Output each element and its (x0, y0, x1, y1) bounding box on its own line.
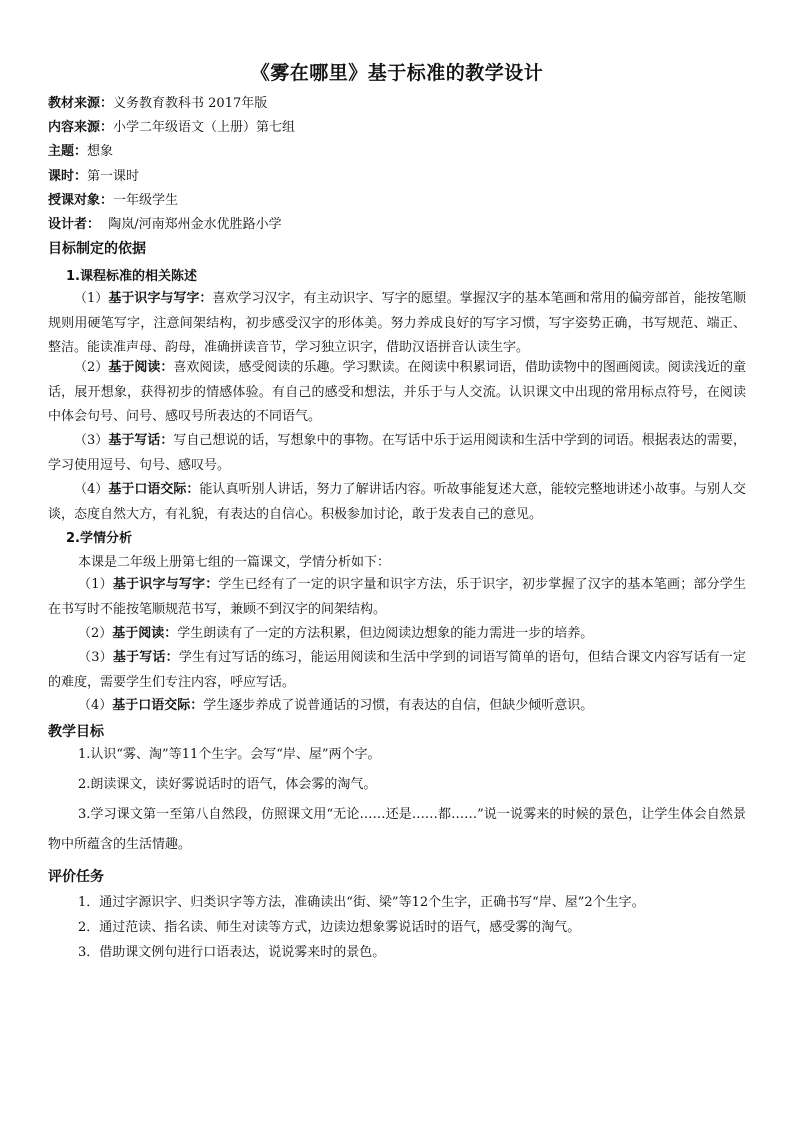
meta-info (48, 92, 748, 237)
item-number: （2） (78, 626, 113, 641)
meta-label: 内容来源： (48, 120, 114, 136)
item-text: 学生朗读有了一定的方法积累，但边阅读边想象的能力需进一步的培养。 (177, 626, 594, 641)
item-number: （4） (74, 482, 109, 497)
standard-item (48, 478, 746, 527)
task-item: 2．通过范读、指名读、师生对读等方式，边读边想象雾说话时的语气，感受雾的淘气。 (78, 920, 581, 935)
section-heading-tasks: 评价任务 (48, 869, 104, 885)
analysis-intro: 本课是二年级上册第七组的一篇课文，学情分析如下： (78, 555, 391, 570)
meta-value: 一年级学生 (113, 192, 179, 208)
meta-value: 想象 (87, 144, 114, 160)
meta-label: 设计者： (48, 216, 101, 232)
item-keyword: 基于写话： (112, 650, 179, 665)
meta-value: 小学二年级语文（上册）第七组 (113, 120, 296, 136)
item-text: 喜欢阅读，感受阅读的乐趣。学习默读。在阅读中积累词语，借助读物中的图画阅读。阅读浅近的童话，展开想象，获得初步的情感体验。有自己的感受和想法，并乐于与人交流。认识课文中出现的常用标点符号，在阅读中体会句号、问号、感叹号所表达的不同语气。 (48, 360, 746, 424)
item-text: 写自己想说的话，写想象中的事物。在写话中乐于运用阅读和生活中学到的词语。根据表达的需要，学习使用逗号、句号、感叹号。 (48, 433, 746, 473)
section-heading-goals: 教学目标 (48, 724, 104, 740)
meta-label: 授课对象： (48, 192, 114, 208)
standard-item (48, 287, 746, 361)
subsection-heading-analysis: 2.学情分析 (66, 531, 132, 546)
item-keyword: 基于口语交际： (108, 482, 200, 497)
meta-source (48, 92, 748, 116)
analysis-item (48, 622, 746, 647)
analysis-item (48, 694, 746, 719)
item-keyword: 基于阅读： (108, 360, 174, 375)
item-number: （2） (74, 360, 109, 375)
item-text: 学生逐步养成了说普通话的习惯，有表达的自信，但缺少倾听意识。 (203, 698, 594, 713)
goal-item: 1.认识“雾、淘”等11个生字。会写“岸、屋”两个字。 (78, 747, 381, 762)
standard-item (48, 356, 746, 430)
meta-label: 主题： (48, 144, 88, 160)
item-keyword: 基于口语交际： (112, 698, 204, 713)
meta-content (48, 116, 748, 140)
analysis-item (48, 646, 746, 695)
item-text: 学生已经有了一定的识字量和识字方法，乐于识字，初步掌握了汉字的基本笔画；部分学生在书写时不能按笔顺规范书写，兼顾不到汉字的间架结构。 (48, 577, 746, 617)
task-item: 1．通过字源识字、归类识字等方法，准确读出“街、梁”等12个生字，正确书写“岸、屋”2个生字。 (78, 895, 645, 910)
item-number: （3） (74, 433, 109, 448)
item-number: （3） (78, 650, 113, 665)
page-title: 《雾在哪里》基于标准的教学设计 (250, 62, 544, 84)
item-number: （1） (74, 291, 109, 306)
item-number: （1） (78, 577, 113, 592)
item-keyword: 基于识字与写字： (108, 291, 213, 306)
item-text: 喜欢学习汉字，有主动识字、写字的愿望。掌握汉字的基本笔画和常用的偏旁部首，能按笔顺规则用硬笔写字，注意间架结构，初步感受汉字的形体美。努力养成良好的写字习惯，写字姿势正确，书写规范、端正、整洁。能读准声母、韵母，准确拼读音节，学习独立识字，借助汉语拼音认读生字。 (48, 291, 746, 355)
meta-label: 课时： (48, 168, 88, 184)
meta-label: 教材来源： (48, 96, 114, 111)
meta-designer (48, 213, 748, 237)
task-item: 3．借助课文例句进行口语表达，说说雾来时的景色。 (78, 945, 386, 960)
goal-item: 3.学习课文第一至第八自然段，仿照课文用“无论……还是……都……”说一说雾来的时候的景色，让学生体会自然景物中所蕴含的生活情趣。 (48, 807, 746, 852)
standard-item (48, 429, 746, 478)
item-text: 学生有过写话的练习，能运用阅读和生活中学到的词语写简单的语句，但结合课文内容写话有一定的难度，需要学生们专注内容，呼应写话。 (48, 650, 746, 690)
item-text: 能认真听别人讲话，努力了解讲话内容。听故事能复述大意，能较完整地讲述小故事。与别人交谈，态度自然大方，有礼貌，有表达的自信心。积极参加讨论，敢于发表自己的意见。 (48, 482, 746, 522)
section-heading-basis: 目标制定的依据 (48, 241, 146, 257)
subsection-heading-standards: 1.课程标准的相关陈述 (66, 269, 197, 284)
meta-period (48, 165, 748, 189)
meta-theme (48, 140, 748, 164)
item-keyword: 基于阅读： (112, 626, 178, 641)
meta-value: 义务教育教科书 2017年版 (113, 96, 268, 111)
meta-value: 陶岚/河南郑州金水优胜路小学 (100, 216, 282, 232)
meta-value: 第一课时 (87, 168, 140, 184)
item-keyword: 基于写话： (108, 433, 174, 448)
goal-item: 2.朗读课文，读好雾说话时的语气，体会雾的淘气。 (78, 777, 377, 792)
item-number: （4） (78, 698, 113, 713)
analysis-item (48, 573, 746, 622)
item-keyword: 基于识字与写字： (112, 577, 219, 592)
meta-audience (48, 189, 748, 213)
